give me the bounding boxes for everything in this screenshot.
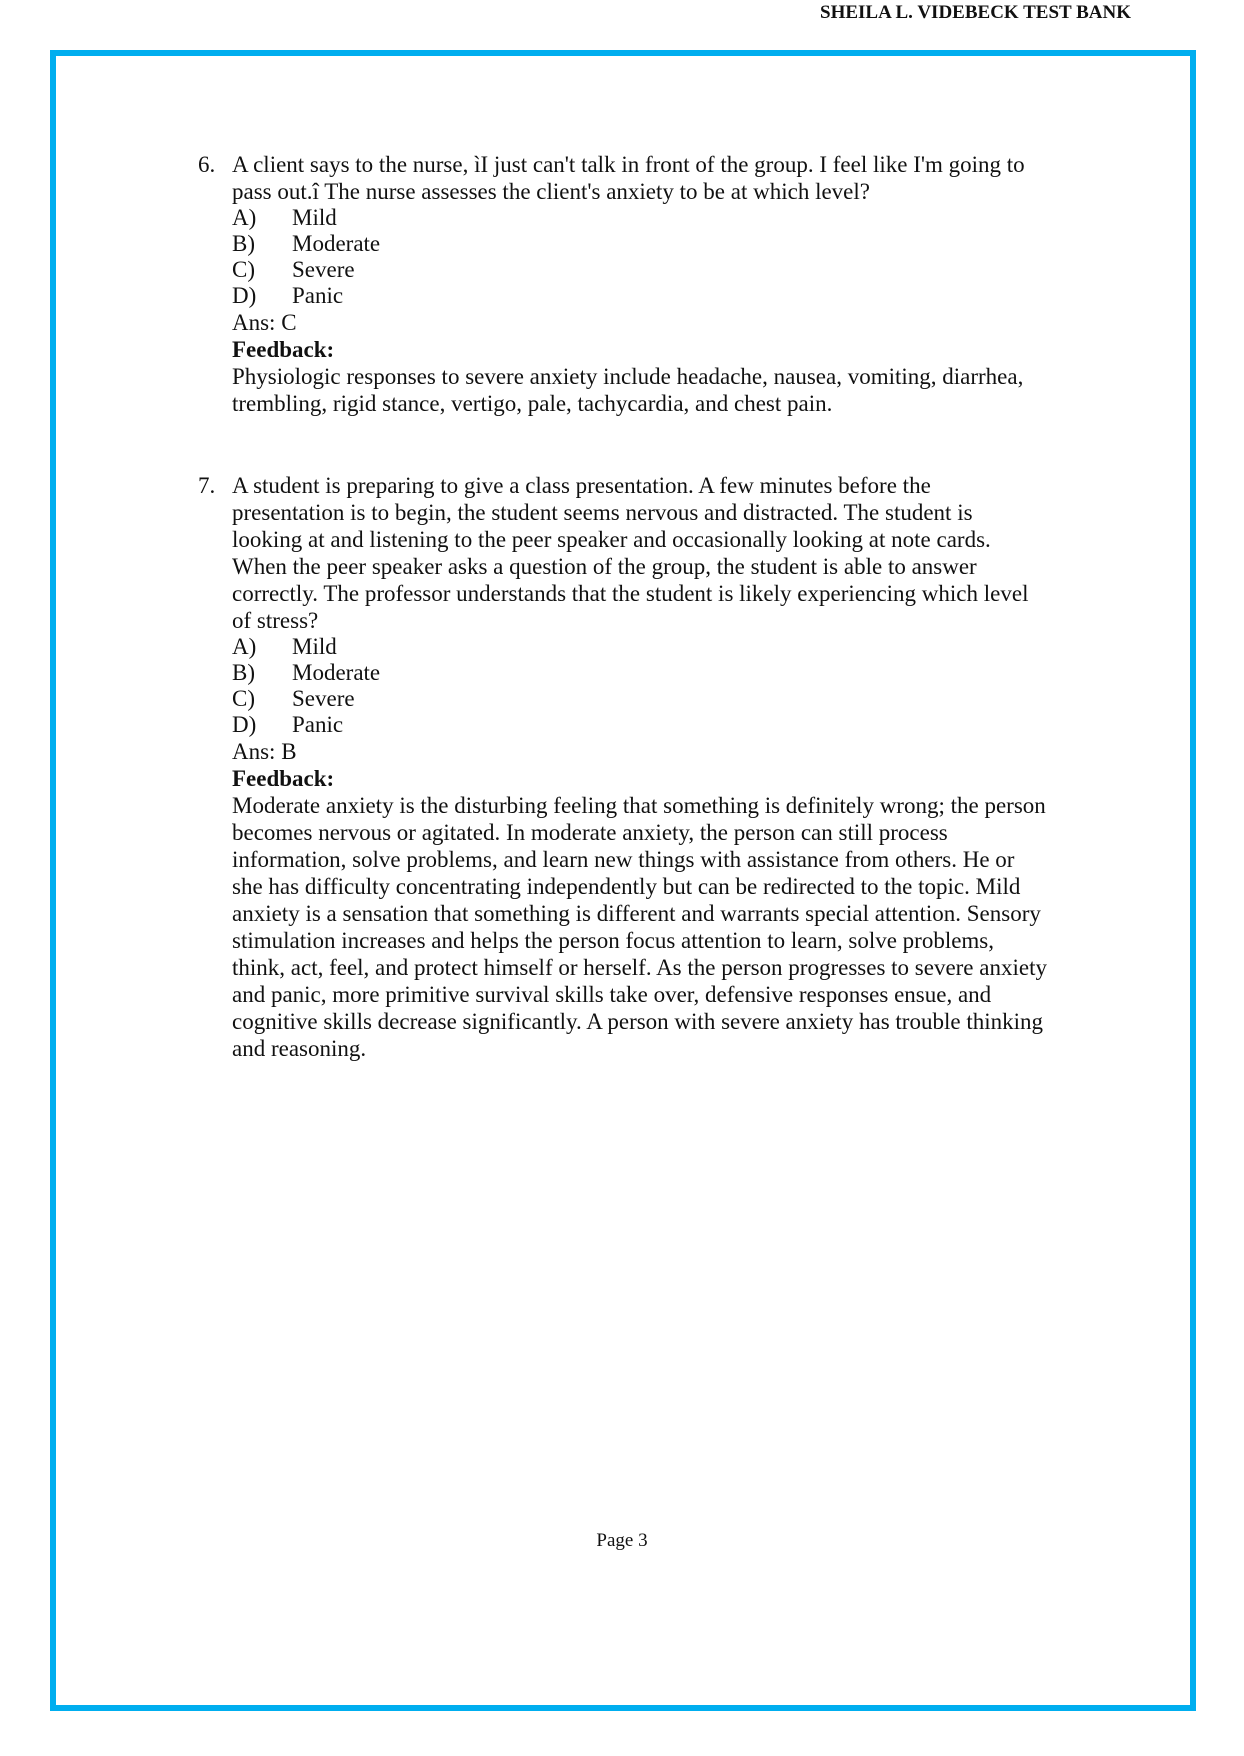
option-text: Panic — [292, 712, 344, 737]
feedback-text-line: anxiety is a sensation that something is different and warrants special attention. Sensory — [232, 901, 1041, 926]
page-number: Page 3 — [596, 1530, 648, 1551]
option-letter: D) — [232, 712, 257, 737]
answer-option — [232, 634, 1047, 660]
option-text: Mild — [292, 205, 337, 230]
answer-key: Ans: C — [232, 310, 297, 335]
option-letter: C) — [232, 257, 255, 282]
answer-option — [232, 712, 1047, 738]
feedback-text-line: becomes nervous or agitated. In moderate anxiety, the person can still process — [232, 820, 948, 845]
option-text: Mild — [292, 634, 337, 659]
question-text-line: When the peer speaker asks a question of the group, the student is able to answer — [232, 554, 977, 579]
option-letter: C) — [232, 686, 255, 711]
option-text: Moderate — [292, 660, 381, 685]
running-header: SHEILA L. VIDEBECK TEST BANK — [820, 2, 1131, 23]
option-letter: B) — [232, 231, 255, 256]
option-letter: B) — [232, 660, 255, 685]
feedback-text-line: Moderate anxiety is the disturbing feeling that something is definitely wrong; the person — [232, 793, 1046, 818]
question-7 — [198, 472, 1047, 1062]
feedback-text-line: cognitive skills decrease significantly. A person with severe anxiety has trouble thinking — [232, 1009, 1043, 1034]
feedback-text-line: trembling, rigid stance, vertigo, pale, tachycardia, and chest pain. — [232, 391, 833, 416]
option-text: Moderate — [292, 231, 381, 256]
feedback-text-line: stimulation increases and helps the person focus attention to learn, solve problems, — [232, 928, 995, 953]
option-text: Severe — [292, 686, 355, 711]
option-text: Severe — [292, 257, 355, 282]
feedback-text-line: and panic, more primitive survival skills take over, defensive responses ensue, and — [232, 982, 992, 1007]
question-text-line: pass out.î The nurse assesses the client's anxiety to be at which level? — [232, 179, 870, 204]
option-text: Panic — [292, 283, 344, 308]
feedback-text-line: she has difficulty concentrating independently but can be redirected to the topic. Mild — [232, 874, 1021, 899]
feedback-text-line: information, solve problems, and learn new things with assistance from others. He or — [232, 847, 1015, 872]
question-text-line: A student is preparing to give a class presentation. A few minutes before the — [232, 473, 931, 498]
feedback-label: Feedback: — [232, 337, 335, 362]
answer-option — [232, 257, 1025, 283]
question-6 — [198, 151, 1025, 417]
question-number: 7. — [198, 473, 216, 498]
answer-option — [232, 283, 1025, 309]
answer-option — [232, 686, 1047, 712]
feedback-label: Feedback: — [232, 766, 335, 791]
question-number: 6. — [198, 152, 216, 177]
answer-option — [232, 205, 1025, 231]
option-letter: A) — [232, 205, 257, 230]
question-text-line: correctly. The professor understands that the student is likely experiencing which level — [232, 581, 1029, 606]
question-text-line: presentation is to begin, the student seems nervous and distracted. The student is — [232, 500, 973, 525]
answer-key: Ans: B — [232, 739, 297, 764]
answer-option — [232, 231, 1025, 257]
feedback-text-line: Physiologic responses to severe anxiety include headache, nausea, vomiting, diarrhea, — [232, 364, 1024, 389]
answer-option — [232, 660, 1047, 686]
option-letter: D) — [232, 283, 257, 308]
question-text-line: of stress? — [232, 608, 319, 633]
option-letter: A) — [232, 634, 257, 659]
question-text-line: looking at and listening to the peer speaker and occasionally looking at note cards. — [232, 527, 991, 552]
question-text-line: A client says to the nurse, ìI just can't talk in front of the group. I feel like I'm going to — [232, 152, 1025, 177]
feedback-text-line: and reasoning. — [232, 1036, 367, 1061]
feedback-text-line: think, act, feel, and protect himself or herself. As the person progresses to severe anxiety — [232, 955, 1047, 980]
